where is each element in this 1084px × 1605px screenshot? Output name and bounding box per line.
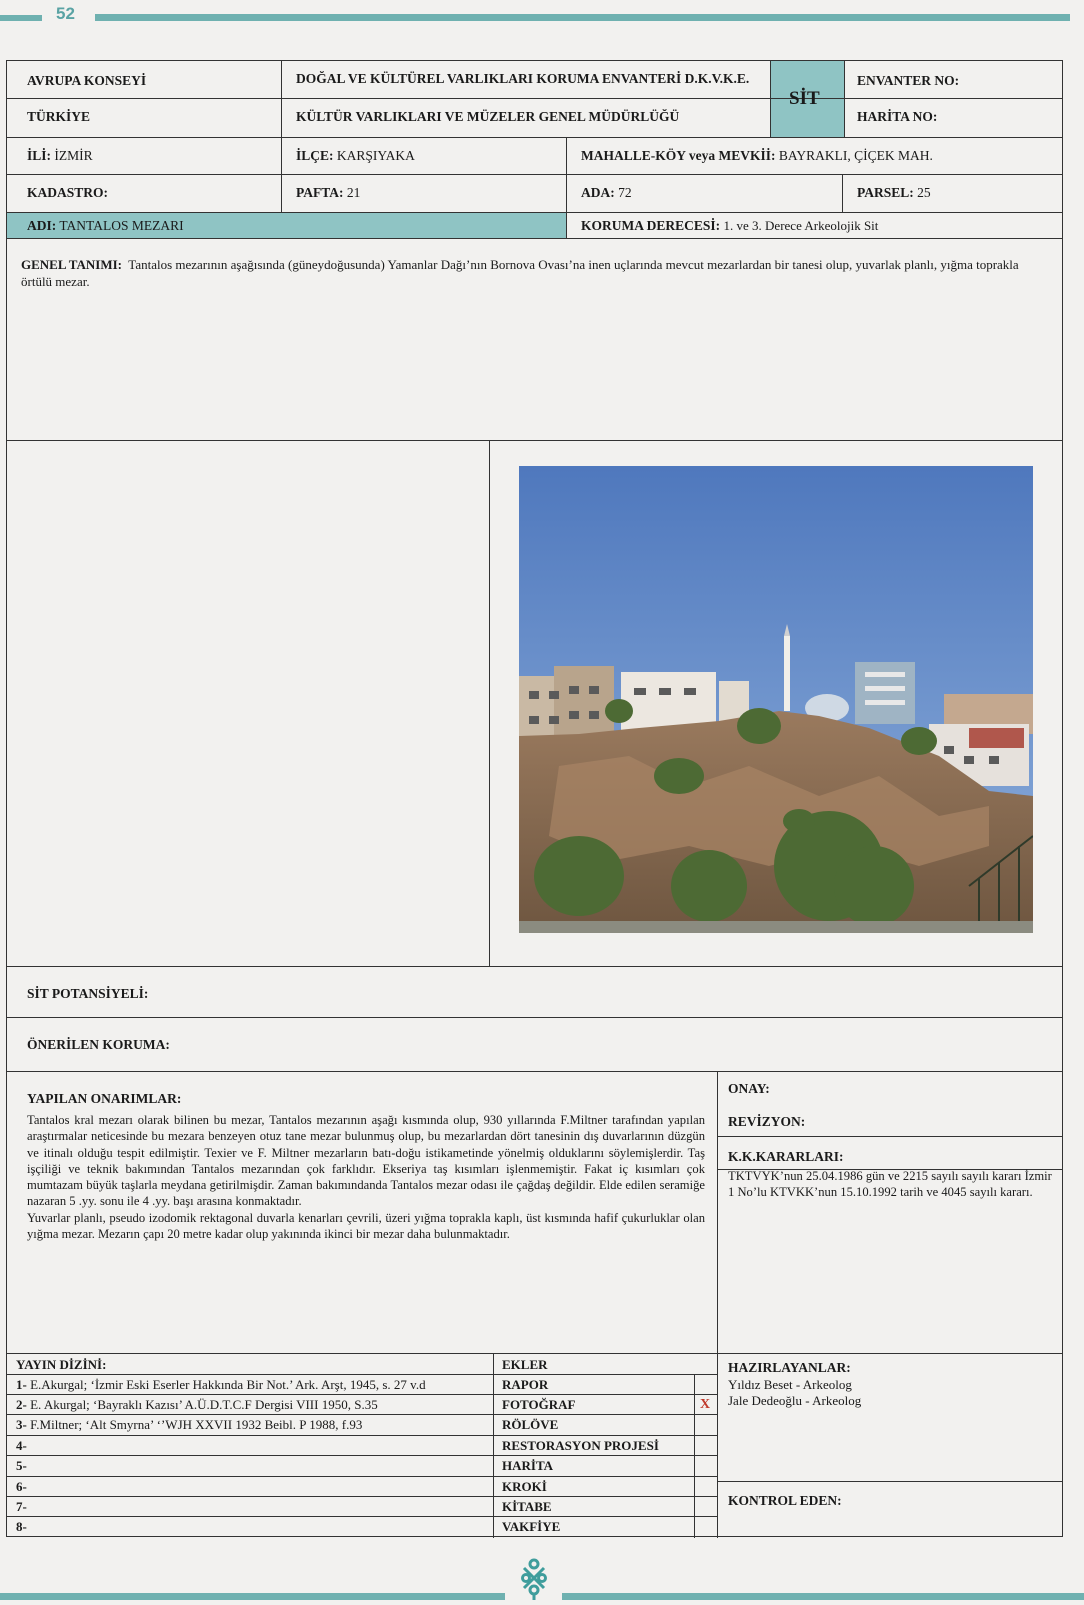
parcel-label: PARSEL: [857,185,914,200]
repairs-paragraph-1: Tantalos kral mezarı olarak bilinen bu mezar, Tantalos mezarının aşağı kısmında olup, 930 yıllarında F.Miltner tarafından yapılan araştırmalar neticesinde bu mezara benzeyen otuz tane mezar bulunmuş olup, bu mezarlardan dört tanesinin dış duvarlarının düzgün ve itinalı olduğu tespit edilmiştir. Texier ve F. Miltner mezarların batı-doğu istikametinde yönelmiş olduklarını söylemişlerdir. Taş işçiliği ve teknik bakımından Tantalos mezarından çok farklıdır. Ekseriya taş kısımları işlenmemiştir. Fakat iç kısımları çok mumtazam büyük taşlarla meydana getirilmişdir. Zaman bakımındanda Tantalos mezar odası ile çağdaş değildir. Elde edilen seramiğe nazaran 5 .yy. sonu ile 4 .yy. başı arasına konmaktadır. [27,1113,705,1209]
revision-label: REVİZYON: [728,1114,806,1129]
repairs-text [27,1112,705,1242]
bibliography-text: E.Akurgal; ‘İzmir Eski Eserler Hakkında Bir Not.’ Ark. Arşt, 1945, s. 27 v.d [30,1377,426,1392]
attachment-item: HARİTA [502,1458,554,1473]
proposed-protection-label: ÖNERİLEN KORUMA: [27,1037,170,1052]
bibliography-num: 6- [16,1479,27,1494]
rule [281,61,282,212]
protection-value: 1. ve 3. Derece Arkeolojik Sit [723,218,879,233]
name-field [27,218,184,234]
inventory-title: DOĞAL VE KÜLTÜREL VARLIKLARI KORUMA ENVANTERİ D.K.V.K.E. [296,71,750,86]
preparer-name: Yıldız Beset - Arkeolog [728,1377,852,1392]
repairs-paragraph-2: Yuvarlar planlı, pseudo izodomik rektagonal duvarla kenarları çevrili, üzeri yığma toprakla kaplı, üst kısmında hafif çukurluklar olan yığma mezar. Mezarın çapı 20 metre kadar olup yakınında ikinci bir mezar daha bulunmaktadır. [27,1210,705,1242]
top-accent-bar-right [95,14,1070,21]
preparer-name: Jale Dedeoğlu - Arkeolog [728,1393,862,1408]
attachment-item: FOTOĞRAF [502,1397,576,1412]
sheet-field [296,185,360,201]
rule [7,1374,717,1375]
rule [844,61,845,137]
attachment-item: RAPOR [502,1377,549,1392]
decisions-label: K.K.KARARLARI: [728,1149,844,1164]
council-label: AVRUPA KONSEYİ [27,73,147,88]
top-accent-bar-left [0,15,42,21]
district-value: KARŞIYAKA [336,148,415,163]
block-value: 72 [618,185,632,200]
rule [770,61,771,137]
rule [842,174,843,212]
protection-label: KORUMA DERECESİ: [581,218,721,233]
photo-attached-mark: X [700,1397,711,1412]
rule [7,440,1063,441]
attachment-item: KROKİ [502,1479,547,1494]
district-label: İLÇE: [296,148,334,163]
checked-by-label: KONTROL EDEN: [728,1493,842,1508]
prepared-label: HAZIRLAYANLAR: [728,1360,851,1375]
ministry-emblem-icon [520,1556,548,1600]
parcel-value: 25 [917,185,931,200]
rule [489,440,490,966]
parcel-field [857,185,931,201]
bibliography-num: 1- [16,1377,27,1392]
directorate-label: KÜLTÜR VARLIKLARI VE MÜZELER GENEL MÜDÜRLÜĞÜ [296,109,680,124]
rule [7,98,1063,99]
bibliography-num: 7- [16,1499,27,1514]
rule [7,1017,1063,1018]
rule [717,1481,1063,1482]
neighborhood-field [581,148,933,164]
decisions-text: TKTVYK’nun 25.04.1986 gün ve 2215 sayılı sayılı kararı İzmir 1 No’lu KTVKK’nun 15.10.1992 tarih ve 4045 sayılı kararı. [728,1169,1052,1200]
rule [7,1394,717,1395]
country-label: TÜRKİYE [27,109,91,124]
rule [7,1496,717,1497]
bibliography-num: 5- [16,1458,27,1473]
bibliography-item [16,1377,426,1393]
site-type: SİT [789,88,820,109]
province-label: İLİ: [27,148,52,163]
repairs-label: YAPILAN ONARIMLAR: [27,1091,182,1106]
block-label: ADA: [581,185,615,200]
protection-field [581,218,878,234]
rule [7,1435,717,1436]
attachment-item: VAKFİYE [502,1519,561,1534]
general-label: GENEL TANIMI: [21,257,123,272]
site-photo [519,466,1033,933]
rule [7,1071,1063,1072]
rule [717,1136,1063,1137]
rule [566,137,567,238]
attachments-label: EKLER [502,1357,548,1372]
district-field [296,148,415,164]
province-field [27,148,93,164]
neighborhood-value: BAYRAKLI, ÇİÇEK MAH. [778,148,933,163]
map-no-label: HARİTA NO: [857,109,938,124]
rule [7,1414,717,1415]
name-label: ADI: [27,218,57,233]
block-field [581,185,632,201]
sheet-label: PAFTA: [296,185,344,200]
attachment-item: KİTABE [502,1499,552,1514]
bibliography-num: 2- [16,1397,27,1412]
rule [7,1353,1063,1354]
inventory-no-label: ENVANTER NO: [857,73,960,88]
bibliography-text: E. Akurgal; ‘Bayraklı Kazısı’ A.Ü.D.T.C.F Dergisi VIII 1950, S.35 [30,1397,378,1412]
sheet-value: 21 [346,185,361,200]
general-text: Tantalos mezarının aşağısında (güneydoğusunda) Yamanlar Dağı’nın Bornova Ovası’na inen uçlarında mevcut mezarlardan bir tanesi olup, yuvarlak planlı, yığma toprakla örtülü mezar. [21,257,1019,289]
bibliography-num: 3- [16,1417,27,1432]
rule [7,137,1063,138]
rule [7,966,1063,967]
bibliography-label: YAYIN DİZİNİ: [16,1357,107,1372]
bibliography-text: F.Miltner; ‘Alt Smyrna’ ‘’WJH XXVII 1932 Beibl. P 1988, f.93 [30,1417,363,1432]
rule [7,212,1063,213]
province-value: İZMİR [54,148,93,163]
rule [694,1374,695,1538]
rule [7,238,1063,239]
general-description [21,257,1051,290]
bibliography-item [16,1397,378,1413]
rule [7,1455,717,1456]
bottom-accent-bar-right [562,1593,1084,1600]
rule [717,1071,718,1538]
bibliography-num: 4- [16,1438,27,1453]
rule [7,1516,717,1517]
bibliography-num: 8- [16,1519,27,1534]
bibliography-item [16,1417,362,1433]
approval-label: ONAY: [728,1081,770,1096]
site-potential-label: SİT POTANSİYELİ: [27,986,149,1001]
page-number: 52 [56,4,75,23]
cadastre-label: KADASTRO: [27,185,109,200]
attachment-item: RÖLÖVE [502,1417,559,1432]
name-value: TANTALOS MEZARI [59,218,184,233]
rule [493,1353,494,1538]
neighborhood-label: MAHALLE-KÖY veya MEVKİİ: [581,148,776,163]
rule [7,174,1063,175]
bottom-accent-bar-left [0,1593,505,1600]
attachment-item: RESTORASYON PROJESİ [502,1438,659,1453]
rule [7,1476,717,1477]
